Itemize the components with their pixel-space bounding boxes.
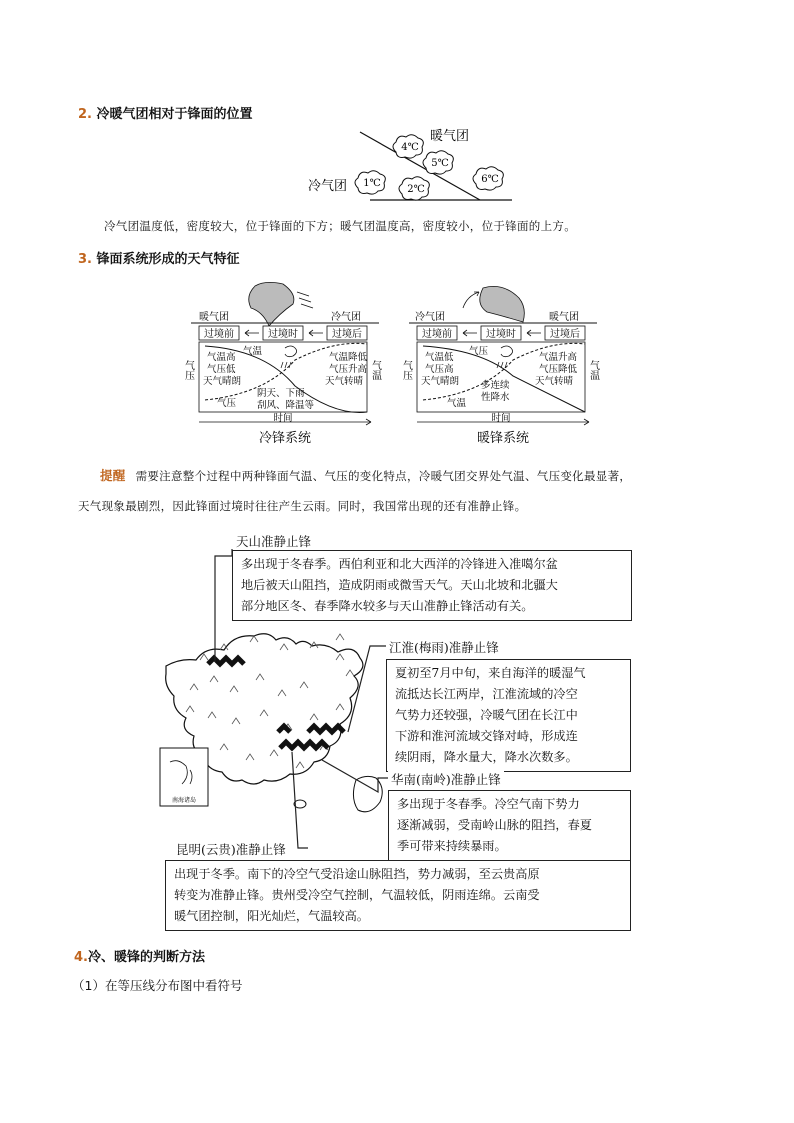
cold-curve-temp: 气温 xyxy=(243,346,263,357)
cold-front-caption: 冷锋系统 xyxy=(258,431,312,446)
cold-before-3: 天气晴朗 xyxy=(203,376,242,387)
huanan-line-1: 多出现于冬春季。冷空气南下势力 xyxy=(397,797,580,811)
tianshan-line-3: 部分地区冬、春季降水较多与天山准静止锋活动有关。 xyxy=(241,599,534,613)
warm-stage-after: 过境后 xyxy=(550,329,580,340)
warm-air-label: 暖气团 xyxy=(430,129,470,144)
cold-air-label: 冷气团 xyxy=(308,179,348,194)
kunming-line-2: 转变为准静止锋。贵州受冷空气控制，气温较低，阴雨连绵。云南受 xyxy=(174,888,540,902)
warm-x-axis: 时间 xyxy=(491,413,511,424)
huanan-box xyxy=(388,790,631,861)
cold-front-left-air: 暖气团 xyxy=(199,312,229,323)
cold-x-axis: 时间 xyxy=(273,413,293,424)
jianghuai-line-3: 气势力还较强，冷暖气团在长江中 xyxy=(395,708,578,722)
huanan-title: 华南(南岭)准静止锋 xyxy=(388,770,504,788)
cold-y-right-1: 气温 xyxy=(369,360,381,380)
tianshan-box xyxy=(232,550,632,621)
jianghuai-line-4: 下游和淮河流域交锋对峙，形成连 xyxy=(395,729,578,743)
temp-5c: 5℃ xyxy=(431,158,449,169)
warm-before-3: 天气晴朗 xyxy=(421,376,460,387)
cold-y-left-1: 气压 xyxy=(182,360,194,380)
warm-y-left-1: 气压 xyxy=(400,360,412,380)
tianshan-title: 天山准静止锋 xyxy=(233,532,314,550)
huanan-line-3: 季可带来持续暴雨。 xyxy=(397,839,507,853)
warm-after-1: 气温升高 xyxy=(539,352,578,363)
cold-during-2: 刮风、降温等 xyxy=(257,400,315,411)
cold-during-1: 阴天、下雨 xyxy=(257,388,305,399)
jianghuai-title: 江淮(梅雨)准静止锋 xyxy=(386,638,502,656)
section-3-number: 3. xyxy=(78,252,92,267)
warm-stage-before: 过境前 xyxy=(422,329,452,340)
jianghuai-line-1: 夏初至7月中旬，来自海洋的暖湿气 xyxy=(395,666,586,680)
warm-front-right-air: 暖气团 xyxy=(549,312,579,323)
jianghuai-line-5: 续阴雨，降水量大，降水次数多。 xyxy=(395,750,578,764)
section-4-title: 冷、暖锋的判断方法 xyxy=(87,950,205,965)
warm-during-1: 多连续 xyxy=(481,380,510,391)
inset-label: 南海诸岛 xyxy=(171,797,197,804)
cold-before-2: 气压低 xyxy=(207,364,236,375)
kunming-title: 昆明(云贵)准静止锋 xyxy=(173,840,289,858)
temp-1c: 1℃ xyxy=(363,178,381,189)
warm-curve-temp: 气温 xyxy=(447,398,467,409)
section-4-heading xyxy=(74,946,205,965)
temp-6c: 6℃ xyxy=(481,174,499,185)
cold-after-3: 天气转晴 xyxy=(325,376,364,387)
temp-4c: 4℃ xyxy=(401,142,419,153)
kunming-box xyxy=(165,860,631,931)
warm-front-caption: 暖锋系统 xyxy=(476,431,530,446)
tip-label: 提醒 xyxy=(100,468,126,483)
section-2-text: 冷气团温度低，密度较大，位于锋面的下方；暖气团温度高，密度较小，位于锋面的上方。 xyxy=(104,219,576,233)
cold-before-1: 气温高 xyxy=(207,352,236,363)
warm-during-2: 性降水 xyxy=(481,392,510,403)
cold-stage-before: 过境前 xyxy=(204,329,234,340)
cold-stage-after: 过境后 xyxy=(332,329,362,340)
tip-text-line2: 天气现象最剧烈，因此锋面过境时往往产生云雨。同时，我国常出现的还有准静止锋。 xyxy=(78,499,527,513)
section-4-number: 4. xyxy=(74,950,88,965)
jianghuai-line-2: 流抵达长江两岸，江淮流域的冷空 xyxy=(395,687,578,701)
cold-stage-during: 过境时 xyxy=(268,329,298,340)
cold-curve-press: 气压 xyxy=(217,398,237,409)
temp-2c: 2℃ xyxy=(407,184,425,195)
section-3-title: 锋面系统形成的天气特征 xyxy=(96,252,240,267)
tianshan-line-1: 多出现于冬春季。西伯利亚和北大西洋的冷锋进入准噶尔盆 xyxy=(241,557,558,571)
cold-after-2: 气压升高 xyxy=(329,364,368,375)
section-2-title: 冷暖气团相对于锋面的位置 xyxy=(96,107,253,122)
warm-before-2: 气压高 xyxy=(425,364,454,375)
warm-after-2: 气压降低 xyxy=(539,364,578,375)
section-2-number: 2. xyxy=(78,107,92,122)
kunming-line-3: 暖气团控制，阳光灿烂，气温较高。 xyxy=(174,909,369,923)
cold-front-right-air: 冷气团 xyxy=(331,312,361,323)
tip-text-line1: 需要注意整个过程中两种锋面气温、气压的变化特点，冷暖气团交界处气温、气压变化最显著， xyxy=(135,469,632,483)
section-4-subheading: （1）在等压线分布图中看符号 xyxy=(72,978,243,993)
huanan-line-2: 逐渐减弱，受南岭山脉的阻挡，春夏 xyxy=(397,818,592,832)
warm-y-right-1: 气温 xyxy=(587,360,599,380)
warm-after-3: 天气转晴 xyxy=(535,376,574,387)
warm-curve-press: 气压 xyxy=(469,346,489,357)
kunming-line-1: 出现于冬季。南下的冷空气受沿途山脉阻挡，势力减弱，至云贵高原 xyxy=(174,867,540,881)
tianshan-line-2: 地后被天山阻挡，造成阴雨或微雪天气。天山北坡和北疆大 xyxy=(241,578,558,592)
warm-before-1: 气温低 xyxy=(425,352,454,363)
cold-after-1: 气温降低 xyxy=(329,352,368,363)
warm-stage-during: 过境时 xyxy=(486,329,516,340)
warm-front-left-air: 冷气团 xyxy=(415,312,445,323)
jianghuai-box xyxy=(386,659,631,772)
